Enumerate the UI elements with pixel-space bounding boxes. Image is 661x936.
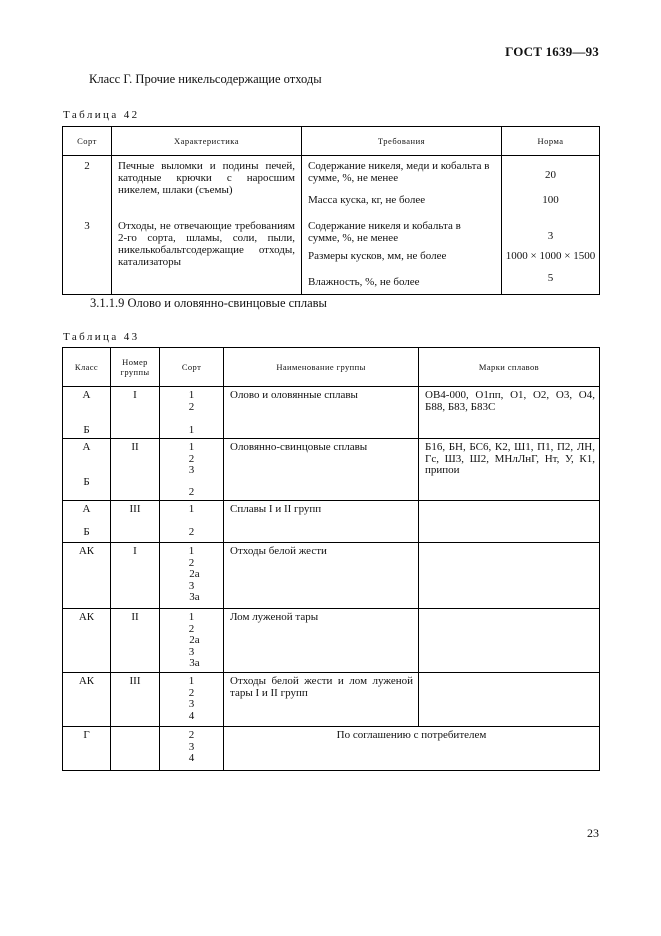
column-header: Сорт [63,127,112,156]
grade-value: 2 [188,400,195,413]
requirement-cell: Размеры кусков, мм, не более [308,250,447,262]
section-heading: 3.1.1.9 Олово и оловянно-свинцовые сплавы [90,296,327,310]
grade-value: 3 [188,698,195,710]
class-heading: Класс Г. Прочие никельсодержащие отходы [89,72,322,86]
table-row [63,609,600,673]
grade-value: 3 [188,464,195,476]
group-number: I [133,389,137,401]
grade-value: 1 [188,503,195,515]
alloy-grades [419,501,599,504]
alloy-grades [419,673,599,676]
grade-value: 1 [188,389,195,401]
page-number: 23 [587,826,599,840]
alloy-grades [419,609,599,612]
grade-value: 3 [188,579,195,592]
group-name: Оловянно-свинцовые сплавы [230,441,368,453]
grade-value [160,413,223,425]
norm-cell: 20 [545,169,556,181]
grade-cell: 2 [84,160,90,172]
grade-value: 2а [189,634,200,646]
description-cell: Отходы, не отвечающие требованиям 2-го сорта, шламы, соли, пыли, никелькобальтсодержащие отходы, катализаторы [118,220,295,268]
table-row [63,673,600,727]
table-43 [62,347,600,771]
description-cell: Печные выломки и подины печей, катодные крючки с наросшим никелем, шлаки (съемы) [118,160,295,196]
grade-value: 2 [188,526,195,538]
column-header: Сорт [160,348,224,387]
column-header: Норма [502,127,600,156]
norm-cell: 100 [542,194,559,206]
norm-cell: 3 [547,230,554,242]
table-row [63,218,600,295]
grade-value: 3 [188,740,195,753]
group-number [111,727,159,730]
grade-value: 2 [188,485,195,498]
group-number: I [133,545,137,557]
class-value: АК [78,675,95,687]
class-value: А [82,441,91,453]
class-value [63,413,110,425]
class-value [63,465,110,477]
table-row [63,387,600,439]
table43-caption: Таблица 43 [63,331,140,343]
grade-value: 4 [188,709,195,722]
grade-value: 1 [188,441,195,453]
document-id: ГОСТ 1639—93 [505,44,599,59]
grade-cell: 3 [84,220,90,232]
grade-value: 1 [188,545,195,557]
table-row [63,543,600,609]
alloy-grades: Б16, БН, БС6, К2, Ш1, П1, П2, ЛН, Гс, Ш3, Ш2, МНлЛнГ, Нт, У, К1, припои [425,441,595,476]
requirement-cell: Содержание никеля, меди и кобальта в сумме, %, не менее [308,160,490,184]
group-number: III [129,675,141,687]
group-number: III [129,503,141,515]
norm-cell: 1000 × 1000 × 1500 [505,250,596,262]
class-value [63,454,110,466]
column-header: Номер группы [111,348,160,387]
class-value: Б [83,475,90,488]
class-value: А [82,389,91,401]
table-row [63,439,600,501]
group-name: Олово и оловянные сплавы [230,389,358,401]
alloy-grades: ОВ4-000, О1пп, О1, О2, О3, О4, Б88, Б83, Б83С [425,389,595,413]
grade-value: 2 [188,556,195,569]
requirement-cell: Масса куска, кг, не более [308,194,426,206]
grade-value: 3а [189,657,200,669]
agreement-note: По соглашению с потребителем [336,729,487,741]
requirement-cell: Содержание никеля и кобальта в сумме, %, не менее [308,220,461,244]
group-number: II [131,441,139,453]
column-header: Марки сплавов [419,348,600,387]
group-name: Отходы белой жести и лом луженой тары I и II групп [230,675,413,699]
table42-caption: Таблица 42 [63,109,140,121]
class-value: Б [83,526,90,538]
class-value: А [82,503,91,515]
requirement-cell: Влажность, %, не более [308,276,420,288]
grade-value: 1 [188,675,195,687]
class-value: АК [78,611,95,623]
grade-value: 2 [188,452,195,465]
class-value: Б [83,423,90,436]
norm-cell: 5 [547,272,554,284]
class-value: Г [83,729,90,741]
grade-value: 3 [188,645,195,658]
grade-value: 2 [188,729,195,741]
class-value [63,402,110,414]
group-name: Отходы белой жести [230,545,327,557]
grade-value: 1 [188,423,195,436]
alloy-grades [419,543,599,546]
grade-value: 2а [189,568,200,580]
table-row [63,156,600,219]
group-name: Лом луженой тары [230,611,319,623]
grade-value: 1 [188,611,195,623]
grade-value: 2 [188,686,195,699]
grade-value: 3а [189,591,200,603]
group-name: Сплавы I и II групп [230,503,322,515]
table-row [63,501,600,543]
grade-value: 2 [188,622,195,635]
column-header: Требования [302,127,502,156]
class-value: АК [78,545,95,557]
group-number: II [131,611,139,623]
column-header: Наименование группы [224,348,419,387]
table-42 [62,126,600,295]
column-header: Класс [63,348,111,387]
table-row [63,727,600,771]
column-header: Характеристика [112,127,302,156]
grade-value: 4 [188,752,195,764]
